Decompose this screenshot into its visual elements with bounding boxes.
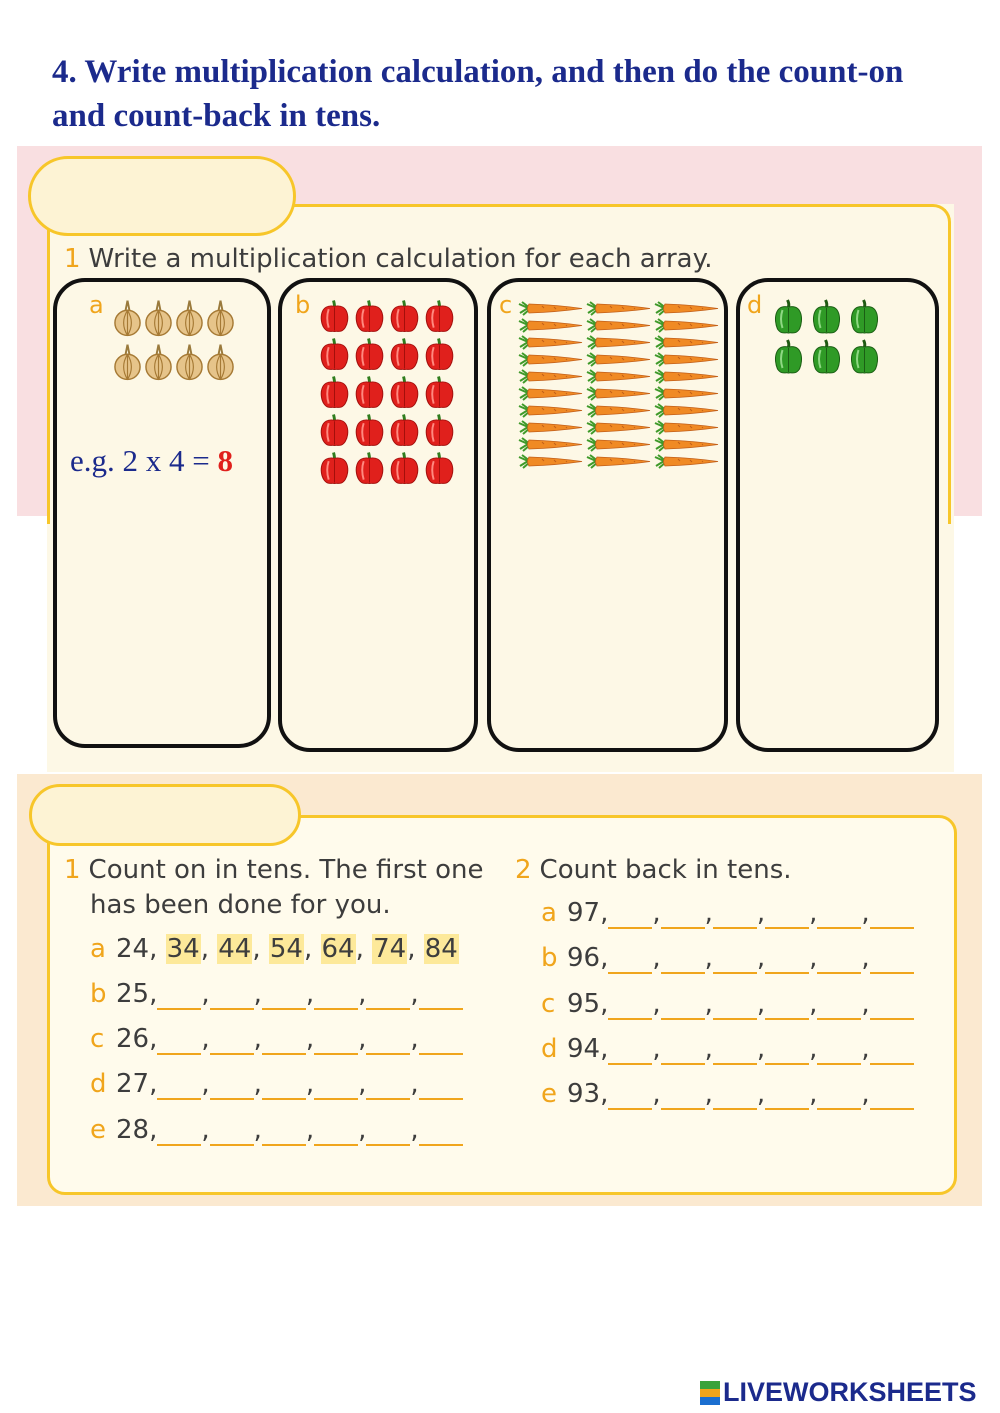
row-start: 27, bbox=[116, 1069, 158, 1099]
answer-blank[interactable] bbox=[366, 984, 410, 1010]
answer-blank[interactable] bbox=[262, 984, 306, 1010]
answer-blank[interactable] bbox=[366, 1120, 410, 1146]
count-on-question-line2: has been done for you. bbox=[90, 890, 391, 920]
green-pepper-icon bbox=[771, 338, 809, 378]
separator: , bbox=[756, 1034, 766, 1064]
row-letter: d bbox=[90, 1069, 107, 1099]
carrot-icon bbox=[586, 301, 654, 318]
separator: , bbox=[704, 1034, 713, 1064]
separator: , bbox=[305, 979, 315, 1009]
answer-blank[interactable] bbox=[314, 984, 358, 1010]
separator: , bbox=[303, 934, 313, 964]
answer-blank[interactable] bbox=[608, 1084, 652, 1110]
row-letter: e bbox=[90, 1115, 106, 1145]
row-start: 24, bbox=[116, 934, 158, 964]
separator: , bbox=[652, 943, 661, 973]
carrot-icon bbox=[586, 318, 654, 335]
green-pepper-icon bbox=[847, 338, 885, 378]
separator: , bbox=[253, 1024, 262, 1054]
count-back-row-e bbox=[541, 1078, 914, 1110]
answer-blank[interactable] bbox=[765, 1039, 809, 1065]
onion-icon bbox=[113, 298, 144, 342]
page-title: 4. Write multiplication calculation, and then do the count-on and count-back in tens. bbox=[52, 54, 904, 134]
carrot-icon bbox=[654, 318, 722, 335]
separator: , bbox=[704, 898, 713, 928]
carrot-icon bbox=[654, 420, 722, 437]
answer-blank[interactable] bbox=[661, 1039, 705, 1065]
answer-blank[interactable] bbox=[661, 994, 705, 1020]
answer-blank[interactable] bbox=[419, 1074, 463, 1100]
separator: , bbox=[652, 898, 661, 928]
separator: , bbox=[861, 989, 870, 1019]
carrot-icon bbox=[586, 403, 654, 420]
count-on-row-e bbox=[90, 1114, 463, 1146]
answer-blank[interactable] bbox=[419, 1029, 463, 1055]
logo-icon bbox=[700, 1381, 720, 1405]
separator: , bbox=[809, 989, 818, 1019]
panel-label-c: c bbox=[499, 291, 513, 319]
answer-blank[interactable] bbox=[870, 903, 914, 929]
row-letter: e bbox=[541, 1079, 557, 1109]
answer-value: 34 bbox=[166, 934, 200, 964]
answer-value: 74 bbox=[373, 934, 407, 964]
carrot-icon bbox=[586, 437, 654, 454]
row-letter: c bbox=[541, 989, 556, 1019]
blank-fields[interactable] bbox=[608, 898, 913, 928]
section-header-tab bbox=[29, 784, 301, 846]
answer-blank[interactable] bbox=[262, 1074, 306, 1100]
separator: , bbox=[652, 1079, 661, 1109]
separator: , bbox=[652, 989, 661, 1019]
green-pepper-array bbox=[771, 298, 885, 378]
answer-blank[interactable] bbox=[419, 984, 463, 1010]
red-pepper-icon bbox=[353, 298, 388, 336]
count-back-question bbox=[515, 853, 792, 887]
blank-fields[interactable] bbox=[608, 1079, 913, 1109]
separator: , bbox=[358, 979, 367, 1009]
separator: , bbox=[410, 1115, 419, 1145]
answer-blank[interactable] bbox=[713, 903, 757, 929]
carrot-icon bbox=[654, 352, 722, 369]
separator: , bbox=[201, 1024, 210, 1054]
blank-fields[interactable] bbox=[157, 979, 462, 1009]
answer-blank[interactable] bbox=[870, 948, 914, 974]
answer-blank[interactable] bbox=[262, 1120, 306, 1146]
separator: , bbox=[253, 979, 262, 1009]
question-number: 1 bbox=[64, 244, 81, 274]
count-on-row-d bbox=[90, 1068, 463, 1100]
red-pepper-icon bbox=[353, 374, 388, 412]
separator: , bbox=[861, 1034, 870, 1064]
separator: , bbox=[756, 1079, 766, 1109]
carrot-icon bbox=[586, 454, 654, 471]
separator: , bbox=[358, 1115, 367, 1145]
carrot-icon bbox=[518, 403, 586, 420]
separator: , bbox=[305, 1024, 315, 1054]
blank-fields[interactable] bbox=[608, 989, 913, 1019]
count-back-row-d bbox=[541, 1033, 914, 1065]
answer-blank[interactable] bbox=[210, 984, 254, 1010]
red-pepper-icon bbox=[423, 450, 458, 488]
separator: , bbox=[809, 898, 818, 928]
answer-blank[interactable] bbox=[419, 1120, 463, 1146]
count-on-question bbox=[64, 853, 483, 887]
liveworksheets-logo bbox=[700, 1377, 977, 1408]
green-pepper-icon bbox=[809, 338, 847, 378]
blank-fields[interactable] bbox=[608, 1034, 913, 1064]
red-pepper-icon bbox=[423, 412, 458, 450]
carrot-icon bbox=[586, 335, 654, 352]
carrot-icon bbox=[654, 335, 722, 352]
question-text-line1: Count on in tens. The first one bbox=[88, 855, 484, 885]
row-start: 95, bbox=[567, 989, 609, 1019]
red-pepper-icon bbox=[353, 336, 388, 374]
separator: , bbox=[253, 1115, 262, 1145]
carrot-icon bbox=[654, 437, 722, 454]
row-start: 97, bbox=[567, 898, 609, 928]
count-back-row-c bbox=[541, 988, 914, 1020]
red-pepper-icon bbox=[388, 412, 423, 450]
row-start: 26, bbox=[116, 1024, 158, 1054]
answer-blank[interactable] bbox=[661, 1084, 705, 1110]
separator: , bbox=[652, 1034, 661, 1064]
answer-blank[interactable] bbox=[713, 1039, 757, 1065]
answer-blank[interactable] bbox=[157, 984, 201, 1010]
separator: , bbox=[756, 943, 766, 973]
carrot-icon bbox=[654, 386, 722, 403]
example-result: 8 bbox=[217, 443, 233, 478]
answer-blank[interactable] bbox=[765, 948, 809, 974]
separator: , bbox=[358, 1024, 367, 1054]
separator: , bbox=[704, 1079, 713, 1109]
carrot-icon bbox=[518, 335, 586, 352]
answer-blank[interactable] bbox=[661, 948, 705, 974]
separator: , bbox=[253, 1069, 262, 1099]
separator: , bbox=[861, 898, 870, 928]
red-pepper-icon bbox=[318, 374, 353, 412]
carrot-icon bbox=[518, 437, 586, 454]
red-pepper-icon bbox=[388, 374, 423, 412]
answer-blank[interactable] bbox=[817, 903, 861, 929]
separator: , bbox=[201, 1069, 210, 1099]
answer-blank[interactable] bbox=[210, 1120, 254, 1146]
answer-blank[interactable] bbox=[608, 1039, 652, 1065]
separator: , bbox=[305, 1115, 315, 1145]
answer-blank[interactable] bbox=[661, 903, 705, 929]
answer-blank[interactable] bbox=[314, 1120, 358, 1146]
answer-blank[interactable] bbox=[608, 903, 652, 929]
blank-fields[interactable] bbox=[608, 943, 913, 973]
separator: , bbox=[200, 934, 209, 964]
separator: , bbox=[704, 943, 713, 973]
count-back-row-a bbox=[541, 897, 914, 929]
answer-blank[interactable] bbox=[262, 1029, 306, 1055]
section-header-tab bbox=[28, 156, 296, 236]
carrot-icon bbox=[518, 454, 586, 471]
onion-icon bbox=[206, 298, 237, 342]
separator: , bbox=[809, 1079, 818, 1109]
red-pepper-icon bbox=[388, 450, 423, 488]
separator: , bbox=[756, 898, 766, 928]
separator: , bbox=[201, 1115, 210, 1145]
answer-value: 84 bbox=[424, 934, 458, 964]
onion-icon bbox=[144, 342, 175, 386]
onion-icon bbox=[206, 342, 237, 386]
carrot-icon bbox=[518, 420, 586, 437]
answer-blank[interactable] bbox=[157, 1074, 201, 1100]
answer-blank[interactable] bbox=[817, 1039, 861, 1065]
answer-blank[interactable] bbox=[765, 903, 809, 929]
separator: , bbox=[305, 1069, 315, 1099]
red-pepper-icon bbox=[423, 298, 458, 336]
separator: , bbox=[410, 1069, 419, 1099]
answer-blank[interactable] bbox=[608, 994, 652, 1020]
row-letter: a bbox=[541, 898, 557, 928]
separator: , bbox=[410, 1024, 419, 1054]
answer-blank[interactable] bbox=[366, 1029, 410, 1055]
row-start: 28, bbox=[116, 1115, 158, 1145]
red-pepper-icon bbox=[388, 336, 423, 374]
answer-blank[interactable] bbox=[870, 1084, 914, 1110]
blank-fields[interactable] bbox=[157, 1115, 462, 1145]
answer-blank[interactable] bbox=[870, 994, 914, 1020]
logo-text: LIVEWORKSHEETS bbox=[723, 1377, 977, 1407]
panel-label-b: b bbox=[295, 291, 311, 319]
separator: , bbox=[355, 934, 364, 964]
onion-icon bbox=[175, 298, 206, 342]
row-letter: b bbox=[541, 943, 558, 973]
answer-blank[interactable] bbox=[210, 1029, 254, 1055]
answer-blank[interactable] bbox=[713, 994, 757, 1020]
answer-blank[interactable] bbox=[608, 948, 652, 974]
red-pepper-icon bbox=[423, 374, 458, 412]
answer-blank[interactable] bbox=[314, 1029, 358, 1055]
carrot-icon bbox=[586, 352, 654, 369]
example-answer bbox=[70, 443, 233, 479]
separator: , bbox=[861, 1079, 870, 1109]
answer-blank[interactable] bbox=[765, 994, 809, 1020]
row-start: 94, bbox=[567, 1034, 609, 1064]
question-text: Write a multiplication calculation for each array. bbox=[88, 244, 713, 274]
green-pepper-icon bbox=[847, 298, 885, 338]
row-letter: a bbox=[90, 934, 106, 964]
red-pepper-icon bbox=[318, 450, 353, 488]
answer-value: 64 bbox=[321, 934, 355, 964]
separator: , bbox=[252, 934, 261, 964]
separator: , bbox=[358, 1069, 367, 1099]
count-on-row-b bbox=[90, 978, 463, 1010]
answer-blank[interactable] bbox=[366, 1074, 410, 1100]
answer-blank[interactable] bbox=[817, 1084, 861, 1110]
row-letter: b bbox=[90, 979, 107, 1009]
row-start: 25, bbox=[116, 979, 158, 1009]
red-pepper-icon bbox=[318, 412, 353, 450]
red-pepper-icon bbox=[318, 336, 353, 374]
answer-blank[interactable] bbox=[870, 1039, 914, 1065]
blank-fields[interactable] bbox=[157, 1024, 462, 1054]
answer-blank[interactable] bbox=[817, 994, 861, 1020]
answer-blank[interactable] bbox=[713, 948, 757, 974]
row-start: 93, bbox=[567, 1079, 609, 1109]
carrot-icon bbox=[518, 386, 586, 403]
carrot-icon bbox=[586, 386, 654, 403]
carrot-array bbox=[518, 301, 722, 471]
separator: , bbox=[756, 989, 766, 1019]
array-question bbox=[64, 242, 713, 276]
answer-blank[interactable] bbox=[765, 1084, 809, 1110]
carrot-icon bbox=[518, 318, 586, 335]
row-start: 96, bbox=[567, 943, 609, 973]
separator: , bbox=[704, 989, 713, 1019]
onion-icon bbox=[144, 298, 175, 342]
green-pepper-icon bbox=[809, 298, 847, 338]
separator: , bbox=[410, 979, 419, 1009]
separator: , bbox=[201, 979, 210, 1009]
red-pepper-icon bbox=[353, 412, 388, 450]
question-number: 2 bbox=[515, 855, 532, 885]
separator: , bbox=[809, 943, 818, 973]
answer-blank[interactable] bbox=[210, 1074, 254, 1100]
carrot-icon bbox=[654, 301, 722, 318]
onion-icon bbox=[113, 342, 144, 386]
answer-value: 54 bbox=[269, 934, 303, 964]
row-letter: d bbox=[541, 1034, 558, 1064]
carrot-icon bbox=[654, 369, 722, 386]
panel-label-a: a bbox=[89, 291, 104, 319]
answer-blank[interactable] bbox=[314, 1074, 358, 1100]
carrot-icon bbox=[586, 420, 654, 437]
count-on-row-a bbox=[90, 933, 459, 965]
carrot-icon bbox=[654, 454, 722, 471]
carrot-icon bbox=[518, 352, 586, 369]
separator: , bbox=[809, 1034, 818, 1064]
carrot-icon bbox=[518, 301, 586, 318]
answer-blank[interactable] bbox=[817, 948, 861, 974]
answer-blank[interactable] bbox=[157, 1120, 201, 1146]
question-text: Count back in tens. bbox=[539, 855, 792, 885]
answer-blank[interactable] bbox=[157, 1029, 201, 1055]
row-letter: c bbox=[90, 1024, 105, 1054]
question-number: 1 bbox=[64, 855, 81, 885]
onion-icon bbox=[175, 342, 206, 386]
separator: , bbox=[861, 943, 870, 973]
answer-value: 44 bbox=[218, 934, 252, 964]
onion-array bbox=[113, 298, 237, 386]
separator: , bbox=[407, 934, 416, 964]
red-pepper-icon bbox=[318, 298, 353, 336]
green-pepper-icon bbox=[771, 298, 809, 338]
red-pepper-icon bbox=[388, 298, 423, 336]
carrot-icon bbox=[518, 369, 586, 386]
carrot-icon bbox=[654, 403, 722, 420]
red-pepper-array bbox=[318, 298, 458, 488]
red-pepper-icon bbox=[423, 336, 458, 374]
panel-label-d: d bbox=[747, 291, 763, 319]
carrot-icon bbox=[586, 369, 654, 386]
red-pepper-icon bbox=[353, 450, 388, 488]
example-equation: e.g. 2 x 4 = bbox=[70, 443, 218, 478]
count-on-row-c bbox=[90, 1023, 463, 1055]
count-back-row-b bbox=[541, 942, 914, 974]
blank-fields[interactable] bbox=[157, 1069, 462, 1099]
answer-blank[interactable] bbox=[713, 1084, 757, 1110]
